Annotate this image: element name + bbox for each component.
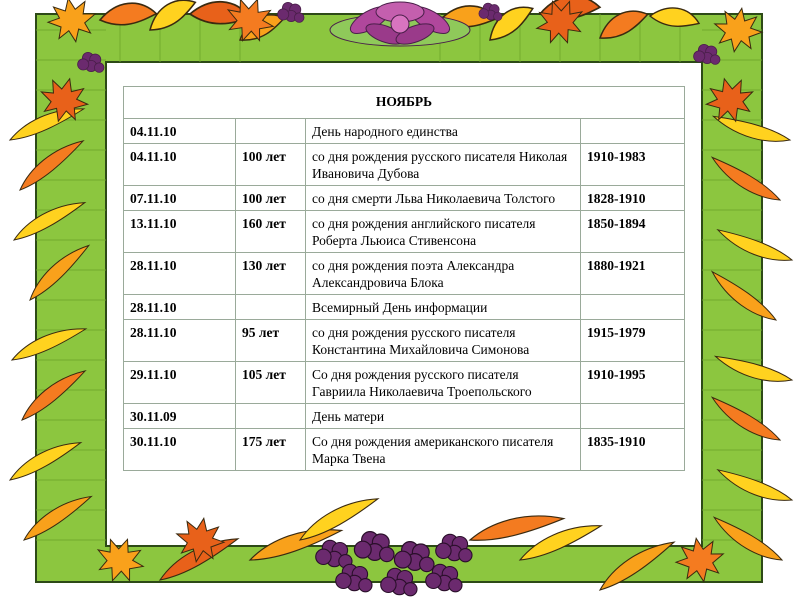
life-years-cell: 1910-1995 [581, 362, 685, 404]
event-cell: День народного единства [306, 119, 581, 144]
date-cell: 30.11.10 [124, 429, 236, 471]
years-ago-cell: 100 лет [236, 144, 306, 186]
years-ago-cell: 105 лет [236, 362, 306, 404]
years-ago-cell: 95 лет [236, 320, 306, 362]
date-cell: 13.11.10 [124, 211, 236, 253]
table-row [124, 186, 685, 211]
table-row [124, 119, 685, 144]
events-table [123, 86, 685, 471]
life-years-cell: 1910-1983 [581, 144, 685, 186]
month-title: НОЯБРЬ [124, 87, 685, 119]
events-table-container [123, 86, 684, 471]
table-header-row [124, 87, 685, 119]
life-years-cell: 1850-1894 [581, 211, 685, 253]
life-years-cell [581, 404, 685, 429]
table-row [124, 320, 685, 362]
years-ago-cell [236, 295, 306, 320]
event-cell: со дня рождения поэта Александра Александровича Блока [306, 253, 581, 295]
event-cell: День матери [306, 404, 581, 429]
event-cell: со дня рождения русского писателя Николая Ивановича Дубова [306, 144, 581, 186]
event-cell: со дня рождения русского писателя Константина Михайловича Симонова [306, 320, 581, 362]
date-cell: 07.11.10 [124, 186, 236, 211]
years-ago-cell [236, 119, 306, 144]
event-cell: Со дня рождения американского писателя Марка Твена [306, 429, 581, 471]
life-years-cell: 1828-1910 [581, 186, 685, 211]
years-ago-cell: 175 лет [236, 429, 306, 471]
date-cell: 04.11.10 [124, 119, 236, 144]
date-cell: 30.11.09 [124, 404, 236, 429]
event-cell: со дня смерти Льва Николаевича Толстого [306, 186, 581, 211]
life-years-cell: 1835-1910 [581, 429, 685, 471]
life-years-cell [581, 119, 685, 144]
table-row [124, 253, 685, 295]
table-body [124, 119, 685, 471]
table-row [124, 362, 685, 404]
life-years-cell: 1880-1921 [581, 253, 685, 295]
years-ago-cell: 100 лет [236, 186, 306, 211]
date-cell: 28.11.10 [124, 320, 236, 362]
table-row [124, 429, 685, 471]
date-cell: 28.11.10 [124, 295, 236, 320]
event-cell: Всемирный День информации [306, 295, 581, 320]
years-ago-cell: 130 лет [236, 253, 306, 295]
years-ago-cell: 160 лет [236, 211, 306, 253]
table-row [124, 404, 685, 429]
table-row [124, 144, 685, 186]
table-row [124, 211, 685, 253]
date-cell: 28.11.10 [124, 253, 236, 295]
life-years-cell [581, 295, 685, 320]
date-cell: 29.11.10 [124, 362, 236, 404]
event-cell: Со дня рождения русского писателя Гавриила Николаевича Троепольского [306, 362, 581, 404]
date-cell: 04.11.10 [124, 144, 236, 186]
years-ago-cell [236, 404, 306, 429]
life-years-cell: 1915-1979 [581, 320, 685, 362]
table-row [124, 295, 685, 320]
event-cell: со дня рождения английского писателя Роберта Льюиса Стивенсона [306, 211, 581, 253]
